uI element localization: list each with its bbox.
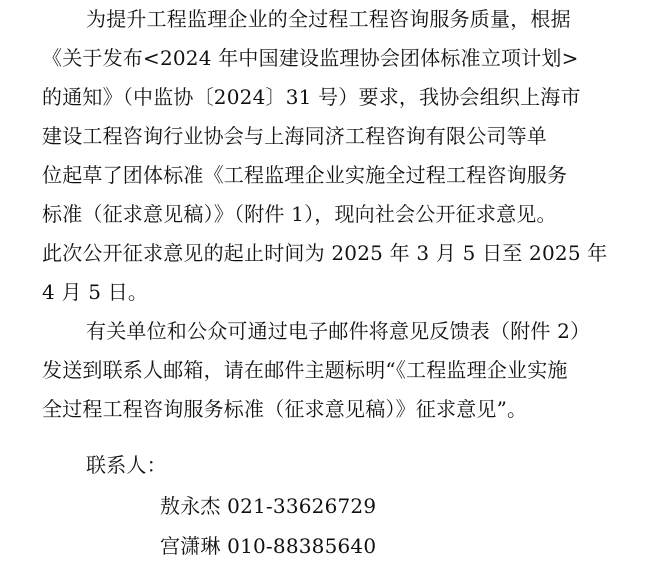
paragraph1-line-8: 4 月 5 日。 <box>42 280 149 304</box>
paragraph1-line-5: 位起草了团体标准《工程监理企业实施全过程工程咨询服务 <box>42 163 568 187</box>
paragraph2-line-2: 发送到联系人邮箱，请在邮件主题标明“《工程监理企业实施 <box>42 358 568 382</box>
paragraph2-line-3: 全过程工程咨询服务标准（征求意见稿）》征求意见”。 <box>42 397 528 421</box>
paragraph1-line-1: 为提升工程监理企业的全过程工程咨询服务质量，根据 <box>86 7 571 31</box>
paragraph2-line-1: 有关单位和公众可通过电子邮件将意见反馈表（附件 2） <box>86 319 591 343</box>
paragraph1-line-2: 《关于发布<2024 年中国建设监理协会团体标准立项计划> <box>42 46 579 70</box>
paragraph1-line-7: 此次公开征求意见的起止时间为 2025 年 3 月 5 日至 2025 年 <box>42 241 608 265</box>
contact-1: 敖永杰 021-33626729 <box>160 494 377 518</box>
contacts-label: 联系人： <box>86 453 167 477</box>
paragraph1-line-6: 标准（征求意见稿）》（附件 1），现向社会公开征求意见。 <box>42 202 557 226</box>
paragraph1-line-3: 的通知》（中监协〔2024〕31 号）要求，我协会组织上海市 <box>42 85 581 109</box>
paragraph1-line-4: 建设工程咨询行业协会与上海同济工程咨询有限公司等单 <box>42 124 547 148</box>
contact-2: 宫潇琳 010-88385640 <box>160 534 377 558</box>
